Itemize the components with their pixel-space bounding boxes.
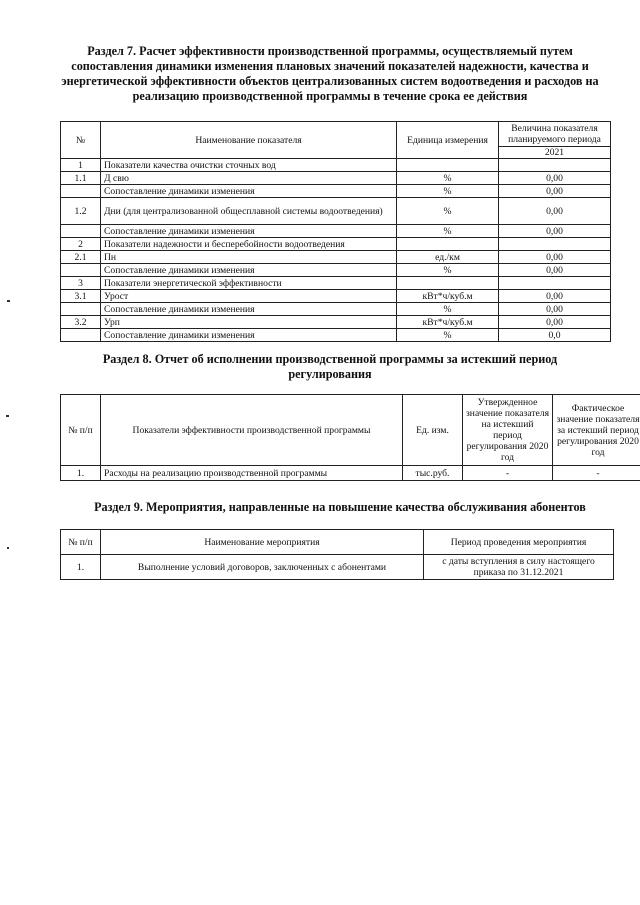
row-value: 0,00 — [499, 303, 611, 316]
row-name: Сопоставление динамики изменения — [101, 225, 397, 238]
s9-header-name: Наименование мероприятия — [101, 530, 424, 555]
row-name: Сопоставление динамики изменения — [101, 329, 397, 342]
row-value — [499, 277, 611, 290]
header-num: № — [61, 122, 101, 159]
row-unit: % — [397, 264, 499, 277]
scan-mark — [7, 547, 9, 549]
row-unit — [397, 159, 499, 172]
table-row — [61, 264, 611, 277]
row-name: Дни (для централизованной общесплавной системы водоотведения) — [101, 198, 397, 225]
table-row — [61, 172, 611, 185]
table-row — [61, 277, 611, 290]
section8-table — [60, 394, 640, 481]
row-value: 0,00 — [499, 172, 611, 185]
section9-table — [60, 529, 614, 580]
row-num — [61, 264, 101, 277]
s8-row-unit: тыс.руб. — [403, 466, 463, 481]
s8-header-approved: Утвержденное значение показателя на истекший период регулирования 2020 год — [463, 395, 553, 466]
row-name: Сопоставление динамики изменения — [101, 303, 397, 316]
row-name: Показатели качества очистки сточных вод — [101, 159, 397, 172]
s8-row-name: Расходы на реализацию производственной программы — [101, 466, 403, 481]
table-row — [61, 198, 611, 225]
row-value: 0,00 — [499, 198, 611, 225]
s8-row-num: 1. — [61, 466, 101, 481]
s9-header-num: № п/п — [61, 530, 101, 555]
row-value — [499, 159, 611, 172]
s8-row-actual: - — [553, 466, 640, 481]
table-row — [61, 185, 611, 198]
row-num: 2.1 — [61, 251, 101, 264]
row-value: 0,00 — [499, 264, 611, 277]
row-name: Урп — [101, 316, 397, 329]
row-unit: ед./км — [397, 251, 499, 264]
row-num: 3.1 — [61, 290, 101, 303]
s8-header-name: Показатели эффективности производственной программы — [101, 395, 403, 466]
row-name: Урост — [101, 290, 397, 303]
table-row — [61, 159, 611, 172]
row-num: 3 — [61, 277, 101, 290]
s9-row-num: 1. — [61, 555, 101, 580]
s8-header-unit: Ед. изм. — [403, 395, 463, 466]
table-row — [61, 555, 614, 580]
row-unit: кВт*ч/куб.м — [397, 316, 499, 329]
row-value: 0,00 — [499, 225, 611, 238]
section9-title: Раздел 9. Мероприятия, направленные на повышение качества обслуживания абонентов — [94, 500, 586, 514]
row-name: Показатели энергетической эффективности — [101, 277, 397, 290]
row-unit: % — [397, 185, 499, 198]
row-name: Сопоставление динамики изменения — [101, 185, 397, 198]
row-unit: % — [397, 303, 499, 316]
table-row — [61, 466, 640, 481]
row-num: 2 — [61, 238, 101, 251]
section9-header-row — [61, 530, 614, 555]
section8-header-row — [61, 395, 640, 466]
s9-row-period: с даты вступления в силу настоящего приказа по 31.12.2021 — [424, 555, 614, 580]
row-unit — [397, 238, 499, 251]
row-value: 0,00 — [499, 251, 611, 264]
section7-header-row — [61, 122, 611, 147]
header-name: Наименование показателя — [101, 122, 397, 159]
row-num: 3.2 — [61, 316, 101, 329]
s8-header-num: № п/п — [61, 395, 101, 466]
s8-header-actual: Фактическое значение показателя за истекший период регулирования 2020 год — [553, 395, 640, 466]
row-unit: % — [397, 172, 499, 185]
table-row — [61, 251, 611, 264]
table-row — [61, 290, 611, 303]
header-unit: Единица измерения — [397, 122, 499, 159]
row-unit: % — [397, 225, 499, 238]
s9-row-name: Выполнение условий договоров, заключенных с абонентами — [101, 555, 424, 580]
table-row — [61, 225, 611, 238]
scan-mark — [7, 300, 10, 302]
row-num: 1.1 — [61, 172, 101, 185]
header-value: Величина показателя планируемого периода — [499, 122, 611, 147]
row-unit — [397, 277, 499, 290]
row-num — [61, 185, 101, 198]
row-value: 0,00 — [499, 316, 611, 329]
row-num — [61, 303, 101, 316]
header-year: 2021 — [499, 146, 611, 158]
section7-title: Раздел 7. Расчет эффективности производственной программы, осуществляемый путем сопоставления динамики изменения плановых значений показателей надежности, качества и энергетической эффективности объектов централизованных систем водоотведения и расходов на реализацию производственной программы в течение срока ее действия — [61, 44, 599, 103]
row-num: 1 — [61, 159, 101, 172]
row-value: 0,00 — [499, 290, 611, 303]
row-name: Сопоставление динамики изменения — [101, 264, 397, 277]
row-num — [61, 329, 101, 342]
scan-mark — [6, 415, 9, 417]
table-row — [61, 303, 611, 316]
row-value: 0,0 — [499, 329, 611, 342]
section8-title: Раздел 8. Отчет об исполнении производственной программы за истекший период регулирования — [102, 352, 558, 381]
row-value — [499, 238, 611, 251]
row-name: Д свю — [101, 172, 397, 185]
row-num: 1.2 — [61, 198, 101, 225]
section7-table — [60, 121, 611, 342]
row-unit: % — [397, 329, 499, 342]
row-unit: кВт*ч/куб.м — [397, 290, 499, 303]
s9-header-period: Период проведения мероприятия — [424, 530, 614, 555]
row-num — [61, 225, 101, 238]
row-value: 0,00 — [499, 185, 611, 198]
table-row — [61, 238, 611, 251]
table-row — [61, 329, 611, 342]
row-name: Пн — [101, 251, 397, 264]
table-row — [61, 316, 611, 329]
row-unit: % — [397, 198, 499, 225]
row-name: Показатели надежности и бесперебойности водоотведения — [101, 238, 397, 251]
s8-row-approved: - — [463, 466, 553, 481]
